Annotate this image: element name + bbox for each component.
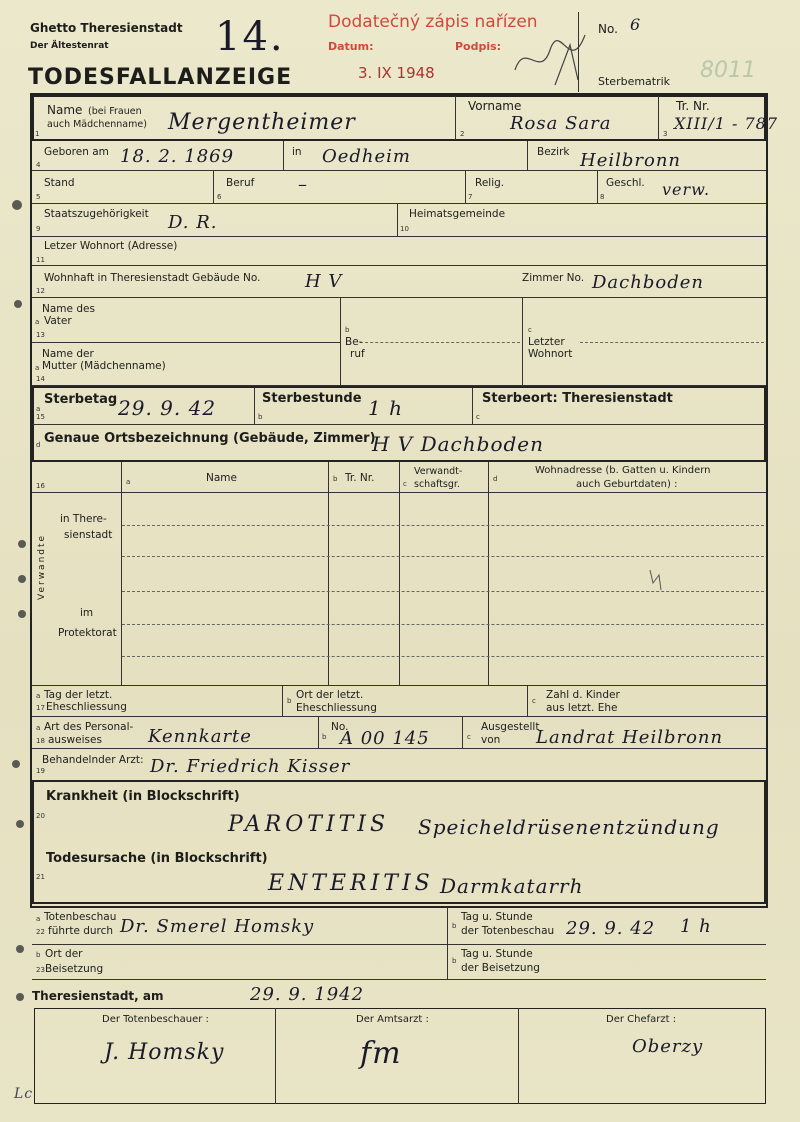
beisetzung-ort-label2: Beisetzung (45, 963, 104, 975)
mutter-label: Name der (42, 348, 94, 360)
sig2-label: Der Amtsarzt : (356, 1014, 429, 1025)
stamp-sign-label: Podpis: (455, 40, 502, 53)
wohnhaft-label: Wohnhaft in Theresienstadt Gebäude No. (44, 272, 261, 284)
org-name: Ghetto Theresienstadt (30, 21, 183, 35)
arzt-value: Dr. Friedrich Kisser (150, 756, 351, 777)
field-number: 2 (460, 130, 465, 138)
beruf-label: Beruf (226, 177, 255, 189)
sig2-value: fm (360, 1036, 402, 1071)
table-col-line (328, 462, 329, 685)
field-number: 11 (36, 256, 45, 264)
field-letter: c (532, 697, 536, 705)
row-divider (254, 388, 255, 424)
beisetzung-ort-label: Ort der (45, 948, 83, 960)
field-number: 19 (36, 767, 45, 775)
geschl-label: Geschl. (606, 177, 645, 189)
arzt-label: Behandelnder Arzt: (42, 754, 144, 766)
row-line (32, 265, 766, 266)
row-divider (465, 170, 466, 203)
field-number: 22 (36, 928, 45, 936)
field-letter: a (36, 724, 41, 732)
sterbetag-label: Sterbetag (44, 392, 118, 407)
letzter-label2: Wohnort (528, 348, 573, 360)
ausweis-ausg-label: Ausgestellt (481, 721, 540, 733)
row-divider (340, 297, 341, 385)
sig1-label: Der Totenbeschauer : (102, 1014, 209, 1025)
row-line (32, 424, 766, 425)
vorname-value: Rosa Sara (510, 113, 612, 134)
punch-hole (18, 610, 26, 618)
field-number: 14 (36, 375, 45, 383)
totenbeschau-label: Totenbeschau (44, 911, 117, 923)
field-number: 18 (36, 737, 45, 745)
verwandte-trnr-header: Tr. Nr. (345, 472, 375, 484)
row-divider (522, 297, 523, 385)
field-number: 4 (36, 161, 41, 169)
punch-hole (16, 993, 24, 1001)
row-divider (318, 716, 319, 748)
field-letter: a (36, 692, 41, 700)
field-number: 9 (36, 225, 41, 233)
field-number: 16 (36, 482, 45, 490)
ausweis-art-label2: ausweises (48, 734, 102, 746)
row-divider (527, 685, 528, 716)
zimmer-label: Zimmer No. (522, 272, 585, 284)
heimat-label: Heimatsgemeinde (409, 208, 506, 220)
field-letter: a (36, 405, 41, 413)
field-letter: b (333, 475, 338, 483)
relig-label: Relig. (475, 177, 505, 189)
row-line (32, 944, 766, 945)
totenbeschau-tag-value: 29. 9. 42 (566, 918, 656, 939)
punch-hole (18, 540, 26, 548)
row-line (360, 342, 520, 343)
sig3-value: Oberzy (632, 1036, 704, 1057)
vater-label2: Vater (44, 315, 72, 327)
trnr-value: XIII/1 - 787 (674, 114, 779, 133)
beruf-value: – (298, 174, 308, 195)
staat-label: Staatszugehörigkeit (44, 208, 149, 220)
row-divider (283, 141, 284, 170)
sterbetag-value: 29. 9. 42 (118, 396, 217, 420)
staat-value: D. R. (168, 212, 218, 233)
punch-hole (18, 575, 26, 583)
letzter-label: Letzter (528, 336, 565, 348)
ehe-tag-label2: Eheschliessung (46, 701, 127, 713)
field-letter: a (36, 915, 41, 923)
field-number: 3 (663, 130, 668, 138)
field-letter: c (467, 733, 471, 741)
corner-mark: Lc (14, 1086, 34, 1102)
field-number: 21 (36, 873, 45, 881)
table-row-line (122, 556, 764, 557)
row-line (32, 342, 340, 343)
beisetzung-tag-label2: der Beisetzung (461, 962, 540, 974)
stamp-date-label: Datum: (328, 40, 374, 53)
field-letter: c (476, 413, 480, 421)
verwandte-verw-header2: schaftsgr. (414, 479, 460, 490)
in-value: Oedheim (322, 146, 412, 167)
krankheit-block-value: PAROTITIS (228, 812, 390, 837)
krankheit-label: Krankheit (in Blockschrift) (46, 789, 240, 804)
row-divider (397, 203, 398, 236)
row-line (32, 203, 766, 204)
ehe-ort-label2: Eheschliessung (296, 702, 377, 714)
punch-hole (16, 945, 24, 953)
ausweis-no-value: A 00 145 (340, 728, 430, 749)
no-value: 6 (630, 15, 642, 34)
vorname-label: Vorname (468, 99, 522, 113)
name-row-box (32, 95, 766, 141)
row-line (32, 716, 766, 717)
field-letter: a (35, 364, 40, 372)
in-label: in (292, 146, 302, 158)
field-number: 23 (36, 966, 45, 974)
field-letter: d (36, 441, 41, 449)
ausweis-ausg-value: Landrat Heilbronn (536, 727, 724, 748)
field-letter: b (452, 922, 457, 930)
table-row-line (122, 624, 764, 625)
bezirk-value: Heilbronn (580, 150, 682, 171)
row-divider (472, 388, 473, 424)
eltern-beruf-label2: ruf (350, 348, 365, 360)
signature-divider (275, 1008, 276, 1104)
totenbeschau-tag-label: Tag u. Stunde (461, 911, 533, 923)
name-label: Name (47, 103, 83, 117)
wohnhaft-value: H V (305, 271, 343, 292)
verwandte-protektorat: Protektorat (58, 627, 117, 639)
sig3-label: Der Chefarzt : (606, 1014, 677, 1025)
sterbematrik-label: Sterbematrik (598, 75, 671, 88)
verwandte-wohn-header2: auch Geburtdaten) : (576, 479, 678, 490)
zimmer-value: Dachboden (592, 272, 704, 293)
field-number: 7 (468, 193, 473, 201)
row-line (32, 979, 766, 980)
field-number: 13 (36, 331, 45, 339)
row-divider (447, 907, 448, 979)
totenbeschau-label2: führte durch (48, 925, 114, 937)
ursache-label: Todesursache (in Blockschrift) (46, 851, 268, 866)
row-divider (597, 170, 598, 203)
org-subname: Der Ältestenrat (30, 41, 109, 51)
row-divider (282, 685, 283, 716)
field-number: 10 (400, 225, 409, 233)
form-title: TODESFALLANZEIGE (28, 65, 293, 90)
ehe-zahl-label2: aus letzt. Ehe (546, 702, 618, 714)
totenbeschau-value: Dr. Smerel Homsky (120, 916, 315, 937)
ehe-zahl-label: Zahl d. Kinder (546, 689, 620, 701)
name-sublabel2: auch Mädchenname) (47, 119, 147, 130)
field-letter: c (403, 480, 407, 488)
big-number: 14. (215, 14, 285, 60)
punch-hole (16, 820, 24, 828)
field-number: 6 (217, 193, 222, 201)
sterbestunde-value: 1 h (368, 396, 403, 420)
table-row-line (122, 656, 764, 657)
verwandte-in-there2: sienstadt (64, 529, 113, 541)
sig1-value: J. Homsky (104, 1040, 225, 1065)
stamp-date-value: 3. IX 1948 (358, 64, 435, 82)
verwandte-wohn-header: Wohnadresse (b. Gatten u. Kindern (535, 465, 711, 476)
field-number: 8 (600, 193, 605, 201)
ausweis-art-label: Art des Personal- (44, 721, 134, 733)
row-line (32, 236, 766, 237)
punch-hole (14, 300, 22, 308)
name-sublabel: (bei Frauen (88, 106, 142, 117)
stamp-title: Dodatečný zápis nařízen (328, 12, 538, 32)
vater-label: Name des (42, 303, 95, 315)
verwandte-verw-header: Verwandt- (414, 466, 463, 477)
ehe-tag-label: Tag der letzt. (44, 689, 113, 701)
name-value: Mergentheimer (168, 110, 356, 135)
field-number: 17 (36, 704, 45, 712)
geboren-value: 18. 2. 1869 (120, 146, 235, 167)
stand-label: Stand (44, 177, 75, 189)
eltern-beruf-label: Be- (345, 336, 363, 348)
table-col-line (488, 462, 489, 685)
mutter-label2: Mutter (Mädchenname) (42, 360, 166, 372)
ursache-script-value: Darmkatarrh (440, 874, 584, 898)
bezirk-label: Bezirk (537, 146, 570, 158)
row-divider (527, 141, 528, 170)
field-letter: b (452, 957, 457, 965)
field-letter: b (322, 733, 327, 741)
ortsbez-label: Genaue Ortsbezeichnung (Gebäude, Zimmer) (44, 431, 376, 446)
field-number: 5 (36, 193, 41, 201)
field-letter: c (528, 326, 532, 334)
table-col-line (399, 462, 400, 685)
field-letter: d (493, 475, 498, 483)
wohnort-label: Letzer Wohnort (Adresse) (44, 240, 178, 252)
geboren-label: Geboren am (44, 146, 109, 158)
ausweis-art-value: Kennkarte (148, 726, 252, 747)
ortsbez-value: H V Dachboden (372, 432, 545, 456)
sterbeort-label: Sterbeort: Theresienstadt (482, 391, 673, 406)
row-line (580, 342, 764, 343)
field-letter: a (126, 478, 131, 486)
name-row-divider (658, 96, 659, 140)
ausweis-ausg-label2: von (481, 734, 501, 746)
field-letter: b (287, 697, 292, 705)
header-divider (578, 12, 579, 92)
table-scribble (645, 565, 675, 595)
field-letter: b (345, 326, 350, 334)
verwandte-in-there: in There- (60, 513, 107, 525)
row-divider (462, 716, 463, 748)
ehe-ort-label: Ort der letzt. (296, 689, 364, 701)
footer-date-value: 29. 9. 1942 (250, 984, 365, 1005)
field-letter: b (36, 951, 41, 959)
punch-hole (12, 200, 22, 210)
ausweis-no-label: No. (331, 721, 349, 733)
totenbeschau-tag-label2: der Totenbeschau (461, 925, 555, 937)
totenbeschau-tag-hour: 1 h (680, 916, 712, 937)
row-line (32, 297, 766, 298)
field-number: 20 (36, 812, 45, 820)
row-line (32, 685, 766, 686)
field-letter: a (35, 318, 40, 326)
table-row-line (122, 525, 764, 526)
table-col-line (121, 462, 122, 685)
verwandte-side-label: Verwandte (37, 533, 47, 600)
name-row-divider (455, 96, 456, 140)
punch-hole (12, 760, 20, 768)
sterbematrik-value: 8011 (700, 58, 756, 83)
signature-divider (518, 1008, 519, 1104)
sterbestunde-label: Sterbestunde (262, 391, 362, 406)
verwandte-im: im (80, 607, 94, 619)
verwandte-name-header: Name (206, 472, 237, 484)
field-number: 15 (36, 413, 45, 421)
ursache-block-value: ENTERITIS (268, 871, 434, 896)
field-number: 12 (36, 287, 45, 295)
no-label: No. (598, 22, 618, 36)
field-number: 1 (35, 130, 40, 138)
row-divider (213, 170, 214, 203)
field-letter: b (258, 413, 263, 421)
trnr-label: Tr. Nr. (676, 99, 710, 113)
beisetzung-tag-label: Tag u. Stunde (461, 948, 533, 960)
krankheit-script-value: Speicheldrüsenentzündung (418, 815, 720, 839)
footer-place-label: Theresienstadt, am (32, 989, 164, 1003)
geschl-value: verw. (662, 180, 711, 199)
